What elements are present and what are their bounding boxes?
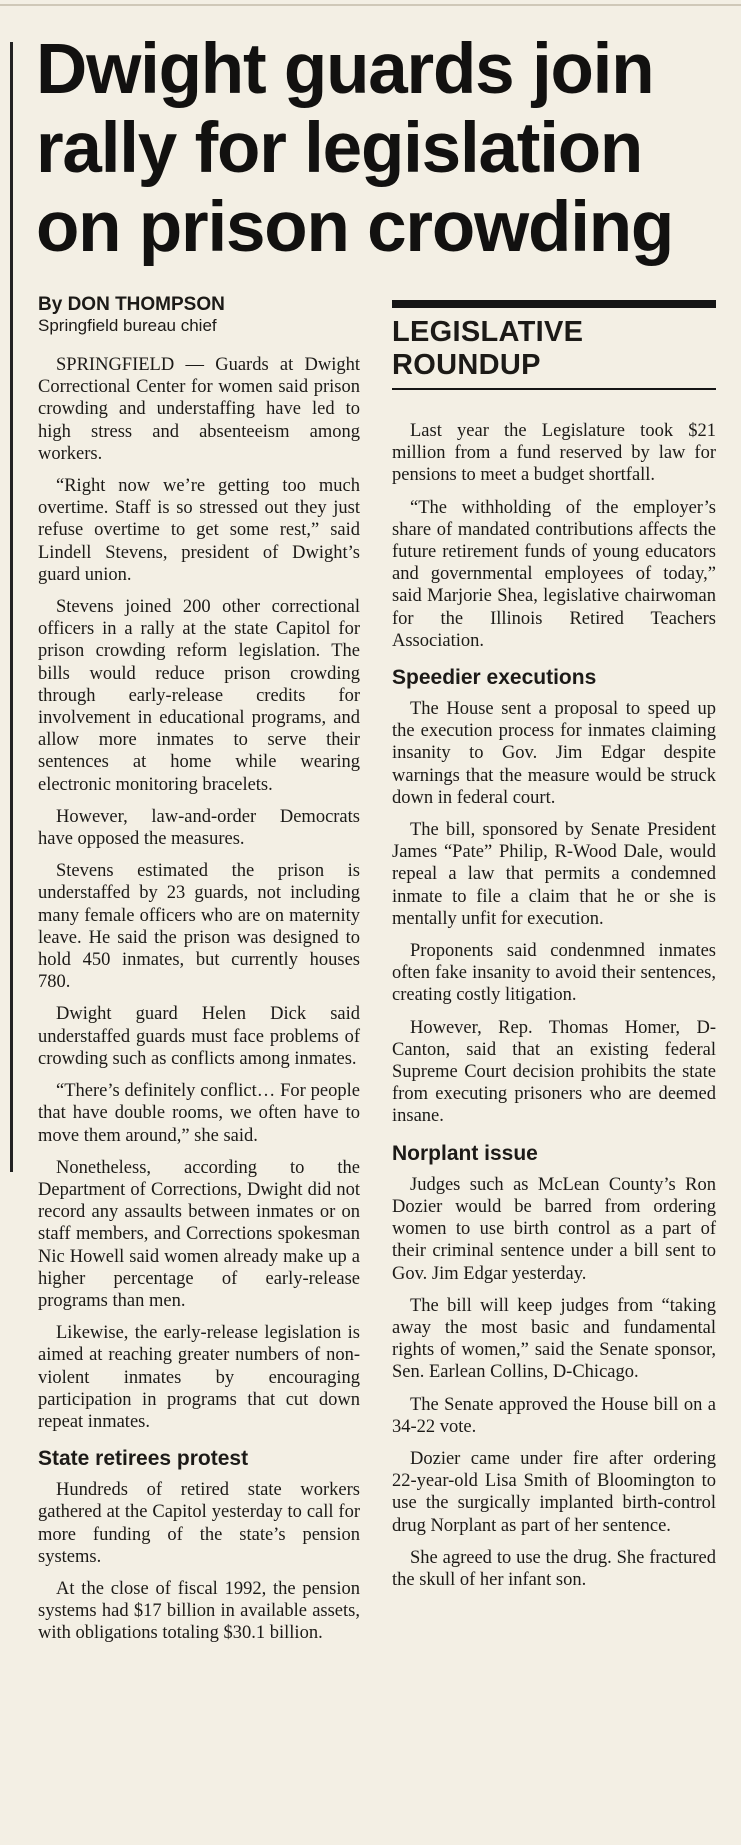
article-paragraph: The bill will keep judges from “taking away the most basic and fundamental rights of women,” said the Senate sponsor, Sen. Earlean Collins, D-Chicago.	[392, 1295, 716, 1383]
article-paragraph: The bill, sponsored by Senate President James “Pate” Philip, R-Wood Dale, would repeal a law that permits a condemned inmate to file a claim that he or she is mentally unfit for execution.	[392, 820, 716, 929]
article-paragraph: Stevens estimated the prison is understaffed by 23 guards, not including many female officers who are on maternity leave. He said the prison was designed to hold 450 inmates, but currently houses 780.	[38, 861, 360, 993]
roundup-title-line: LEGISLATIVE	[392, 316, 584, 348]
top-rule	[0, 4, 741, 6]
headline-line: Dwight guards join	[36, 30, 654, 109]
article-paragraph: The Senate approved the House bill on a 34-22 vote.	[392, 1394, 716, 1437]
legislative-roundup-header	[392, 300, 716, 390]
byline-title: Springfield bureau chief	[38, 316, 217, 335]
left-column	[38, 294, 360, 1655]
article-paragraph: Last year the Legislature took $21 million from a fund reserved by law for pensions to meet a budget shortfall.	[392, 421, 716, 486]
article-paragraph: Proponents said condenmned inmates often fake insanity to avoid their sentences, creating costly litigation.	[392, 941, 716, 1006]
article-paragraph: However, Rep. Thomas Homer, D-Canton, said that an existing federal Supreme Court decision prohibits the state from executing prisoners who are deemed insane.	[392, 1017, 716, 1127]
headline-line: rally for legislation	[36, 109, 643, 188]
article-paragraph: Nonetheless, according to the Department of Corrections, Dwight did not record any assaults between inmates or on staff members, and Corrections spokesman Nic Howell said women already make up a higher percentage of early-release programs than men.	[38, 1157, 360, 1311]
article-paragraph: At the close of fiscal 1992, the pension systems had $17 billion in available assets, with obligations totaling $30.1 billion.	[38, 1578, 360, 1644]
subhead-retirees: State retirees protest	[38, 1447, 249, 1471]
roundup-title	[392, 316, 716, 390]
subhead-norplant: Norplant issue	[392, 1141, 538, 1165]
right-column	[392, 300, 716, 1601]
article-paragraph: SPRINGFIELD — Guards at Dwight Correctional Center for women said prison crowding and understaffing have led to high stress and absenteeism among workers.	[38, 355, 360, 464]
article-paragraph: Stevens joined 200 other correctional officers in a rally at the state Capitol for prison crowding reform legislation. The bills would reduce prison crowding through early-release credits for involvement in educational programs, and allow more inmates to serve their sentences at home while wearing electronic monitoring bracelets.	[38, 597, 360, 795]
article-paragraph: Dozier came under fire after ordering 22-year-old Lisa Smith of Bloomington to use the surgically implanted birth-control drug Norplant as part of her sentence.	[392, 1448, 716, 1536]
subhead-executions: Speedier executions	[392, 666, 597, 690]
headline	[36, 30, 716, 267]
headline-line: on prison crowding	[36, 188, 674, 267]
article-paragraph: However, law-and-order Democrats have opposed the measures.	[38, 806, 360, 850]
article-paragraph: Hundreds of retired state workers gathered at the Capitol yesterday to call for more funding of the state’s pension systems.	[38, 1480, 360, 1567]
article-paragraph: Dwight guard Helen Dick said understaffed guards must face problems of crowding such as conflicts among inmates.	[38, 1004, 360, 1069]
article-paragraph: The House sent a proposal to speed up the execution process for inmates claiming insanity to Gov. Jim Edgar despite warnings that the measure would be struck down in federal court.	[392, 699, 716, 808]
article-paragraph: She agreed to use the drug. She fractured the skull of her infant son.	[392, 1547, 716, 1590]
article-paragraph: “The withholding of the employer’s share of mandated contributions affects the future retirement funds of young educators and governmental employees of today,” said Marjorie Shea, legislative chairwoman for the Illinois Retired Teachers Association.	[392, 497, 716, 651]
article-paragraph: “Right now we’re getting too much overtime. Staff is so stressed out they just refuse overtime to get some rest,” said Lindell Stevens, president of Dwight’s guard union.	[38, 476, 360, 585]
left-column-rule	[10, 42, 13, 1172]
article-paragraph: Likewise, the early-release legislation is aimed at reaching greater numbers of non-violent inmates by encouraging participation in programs that cut down repeat inmates.	[38, 1323, 360, 1432]
roundup-title-line: ROUNDUP	[392, 349, 541, 381]
article-paragraph: Judges such as McLean County’s Ron Dozier would be barred from ordering women to use birth control as a part of their criminal sentence under a bill sent to Gov. Jim Edgar yesterday.	[392, 1174, 716, 1284]
byline-name: By DON THOMPSON	[38, 294, 225, 315]
article-paragraph: “There’s definitely conflict… For people that have double rooms, we often have to move them around,” she said.	[38, 1081, 360, 1146]
